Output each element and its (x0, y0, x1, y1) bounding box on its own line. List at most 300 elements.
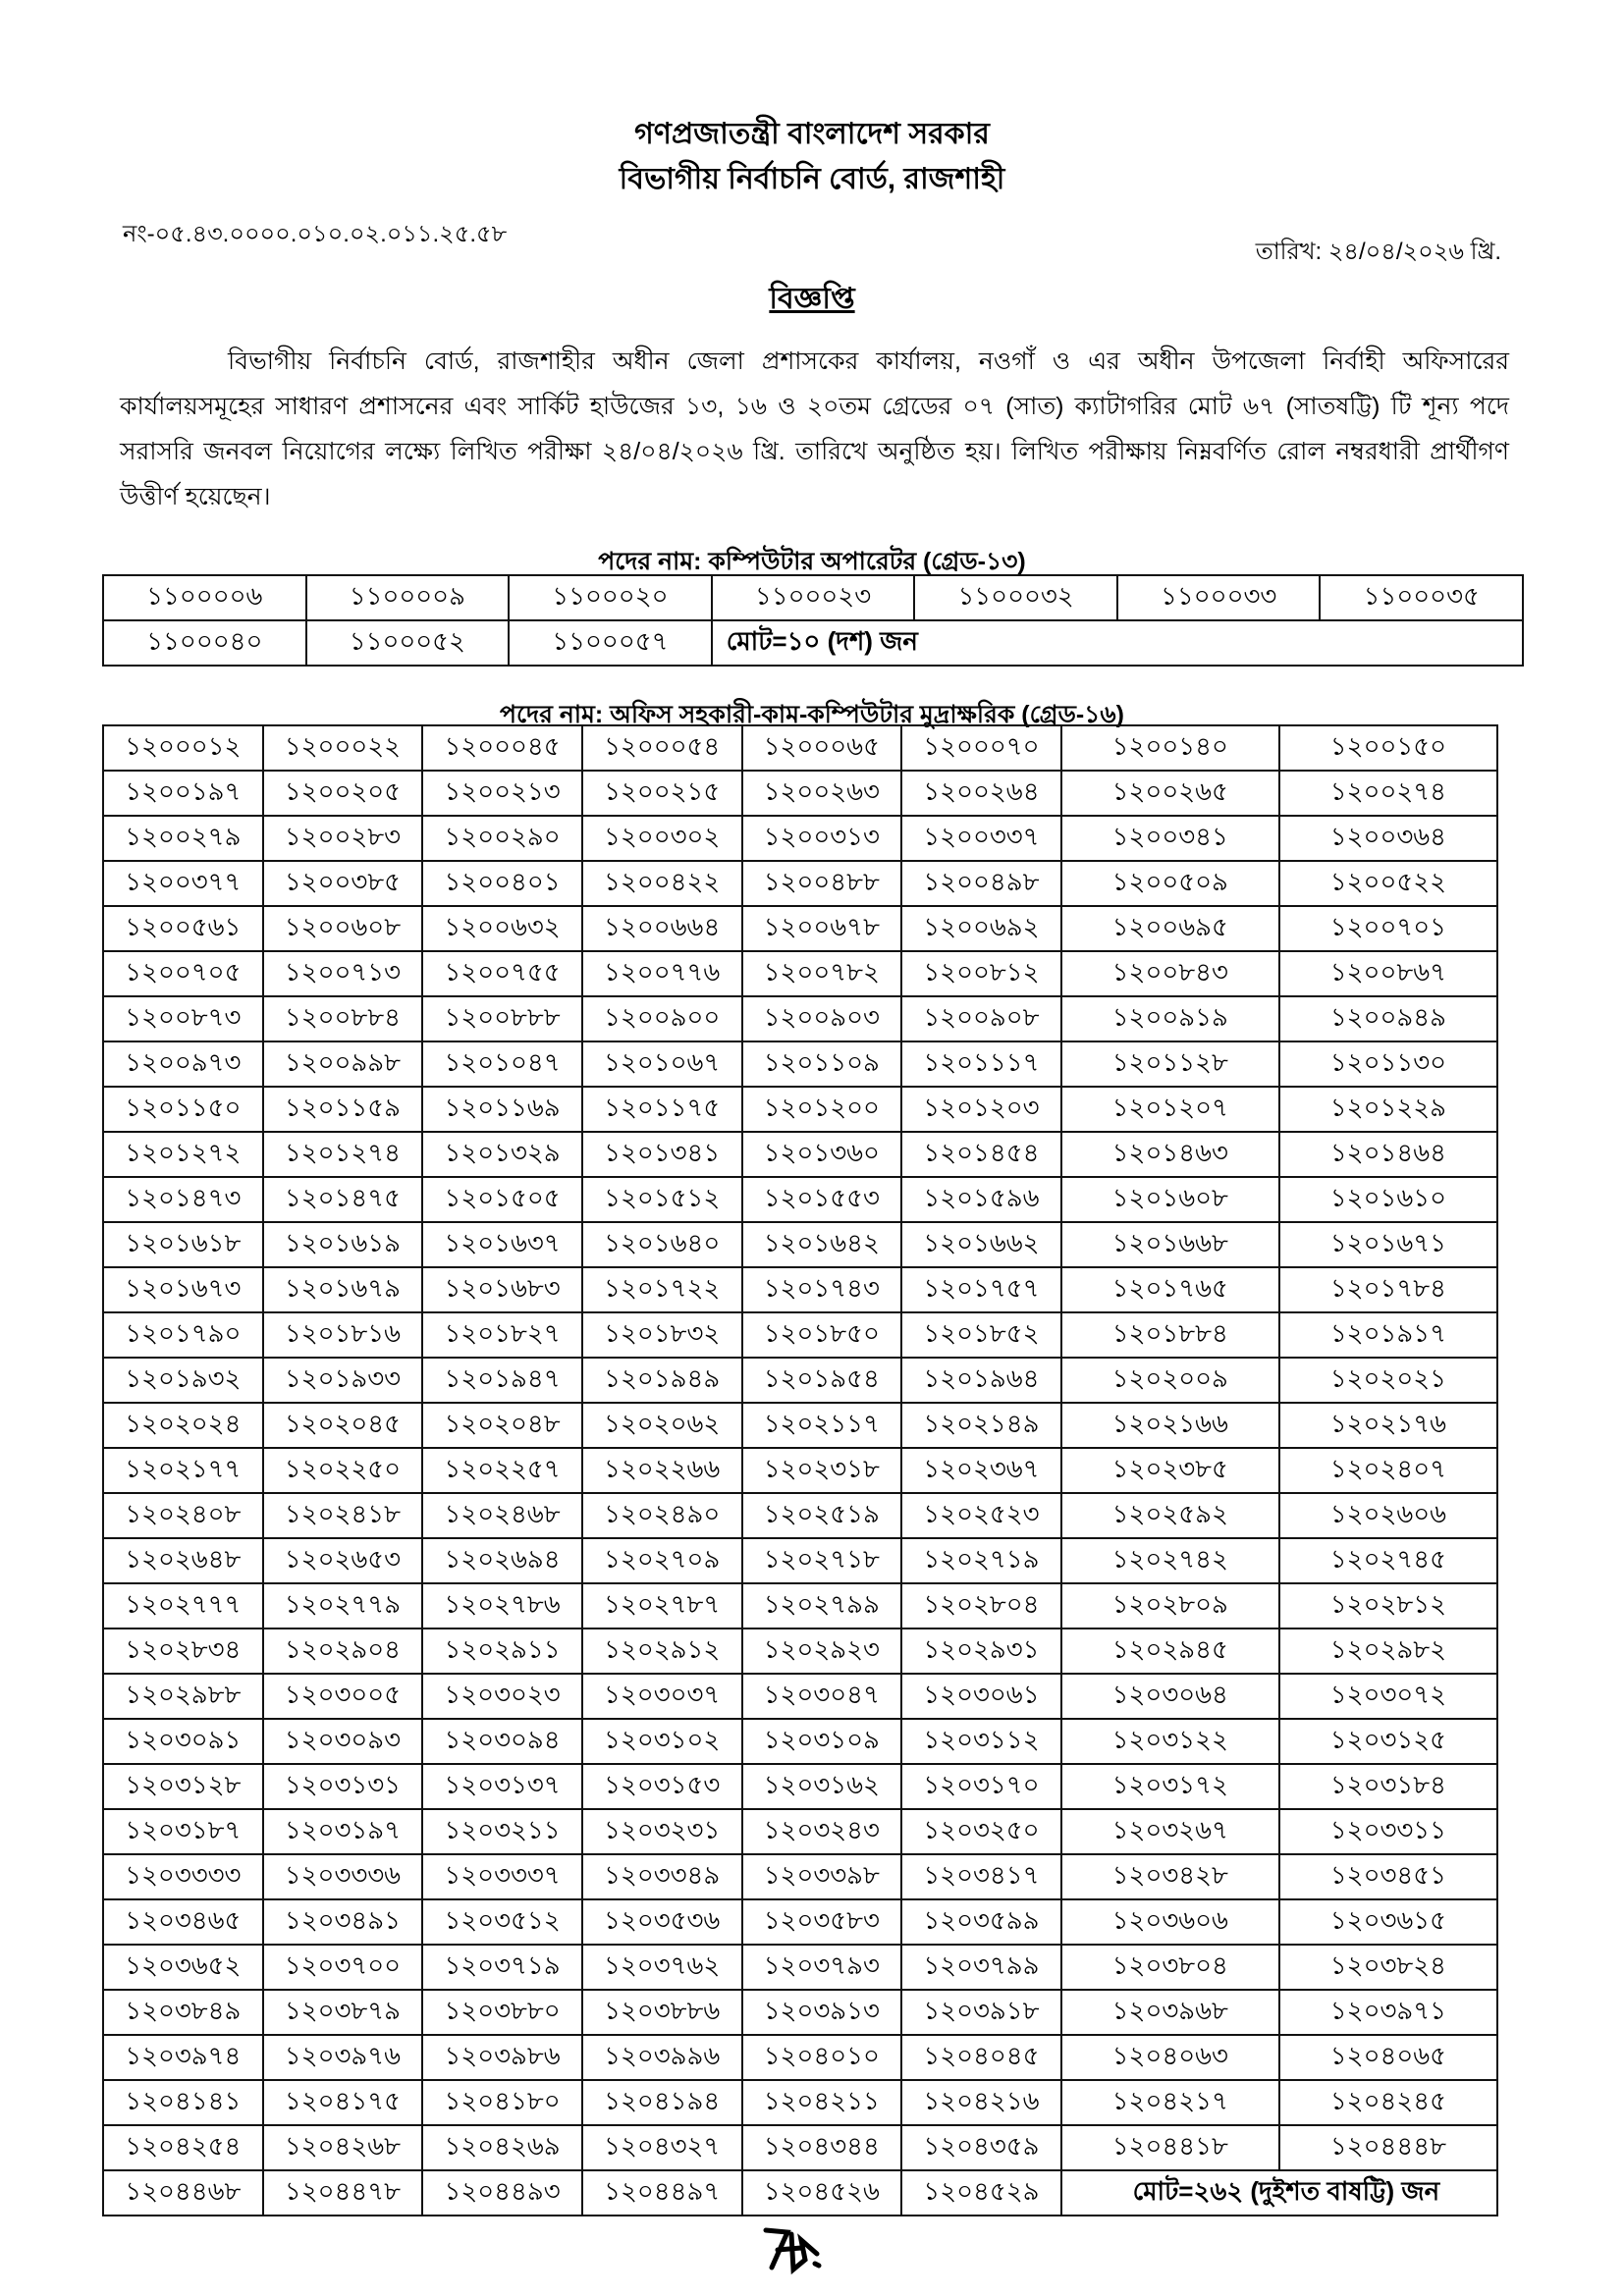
roll-number-cell: ১২০২৮১২ (1279, 1583, 1497, 1629)
roll-number-cell: ১২০০৯৪৯ (1279, 996, 1497, 1041)
roll-number-cell: ১২০৪২৪৫ (1279, 2080, 1497, 2125)
roll-number-cell: ১২০১৬১৯ (263, 1222, 423, 1267)
roll-number-cell: ১২০০০২২ (263, 725, 423, 771)
roll-number-cell: ১২০০২৭৯ (103, 816, 263, 861)
roll-number-cell: ১২০০৮৪৩ (1061, 951, 1279, 996)
roll-number-cell: ১২০৪৩৪৪ (742, 2125, 902, 2170)
roll-number-cell: ১২০৩১৮৭ (103, 1809, 263, 1854)
table-row (103, 1538, 1497, 1583)
roll-number-cell: ১২০৩৩৩৩ (103, 1854, 263, 1899)
roll-number-cell: ১১০০০৫২ (306, 620, 510, 666)
roll-number-cell: ১১০০০৪০ (103, 620, 306, 666)
roll-number-cell: ১২০৩৩৪৯ (582, 1854, 742, 1899)
roll-number-cell: ১২০৪০৪৫ (901, 2035, 1061, 2080)
roll-number-cell: ১২০১৬৪২ (742, 1222, 902, 1267)
roll-number-cell: ১২০২৩৮৫ (1061, 1448, 1279, 1493)
roll-number-cell: ১২০৩৪৬৫ (103, 1899, 263, 1945)
roll-number-cell: ১২০১৮২৭ (422, 1312, 582, 1358)
roll-number-cell: ১২০৩৩৩৬ (263, 1854, 423, 1899)
roll-number-cell: ১২০১১৫৯ (263, 1087, 423, 1132)
roll-number-cell: ১১০০০০৬ (103, 575, 306, 620)
roll-number-cell: ১২০৩২৬৭ (1061, 1809, 1279, 1854)
roll-number-cell: ১২০০৩০২ (582, 816, 742, 861)
table-row (103, 996, 1497, 1041)
notice-heading (0, 275, 1624, 325)
roll-number-cell: ১২০১২০৭ (1061, 1087, 1279, 1132)
roll-number-cell: ১২০০৯০৮ (901, 996, 1061, 1041)
table-row (103, 951, 1497, 996)
roll-number-cell: ১২০১১৫০ (103, 1087, 263, 1132)
roll-number-cell: ১২০১৪৭৫ (263, 1177, 423, 1222)
roll-number-cell: ১২০১৯৬৪ (901, 1358, 1061, 1403)
roll-number-cell: ১২০৩৭৬২ (582, 1945, 742, 1990)
roll-number-cell: ১২০০১৯৭ (103, 771, 263, 816)
roll-number-cell: ১২০১১০৯ (742, 1041, 902, 1087)
roll-number-cell: ১১০০০২০ (509, 575, 712, 620)
roll-number-cell: ১২০১৪৬৪ (1279, 1132, 1497, 1177)
roll-number-cell: ১২০০৮৮৪ (263, 996, 423, 1041)
roll-number-cell: ১২০৪৪১৮ (1061, 2125, 1279, 2170)
roll-number-cell: ১২০০২৬৪ (901, 771, 1061, 816)
roll-number-cell: ১২০১৯১৭ (1279, 1312, 1497, 1358)
roll-number-cell: ১২০৩৫৮৩ (742, 1899, 902, 1945)
roll-number-cell: ১২০২৩৬৭ (901, 1448, 1061, 1493)
roll-number-cell: ১২০০২১৫ (582, 771, 742, 816)
roll-number-cell: ১২০২৭৭৯ (263, 1583, 423, 1629)
roll-number-cell: ১২০৩৪১৭ (901, 1854, 1061, 1899)
roll-number-cell: ১২০৩০৬৪ (1061, 1674, 1279, 1719)
table-row (103, 1674, 1497, 1719)
roll-number-cell: ১২০১৬৪০ (582, 1222, 742, 1267)
roll-number-cell: ১২০২৯০৪ (263, 1629, 423, 1674)
roll-number-cell: ১২০১৪৫৪ (901, 1132, 1061, 1177)
roll-number-cell: ১২০২৯২৩ (742, 1629, 902, 1674)
notice-body: বিভাগীয় নির্বাচনি বোর্ড, রাজশাহীর অধীন জেলা প্রশাসকের কার্যালয়, নওগাঁ ও এর অধীন উপজেলা নির্বাহী অফিসারের কার্যালয়সমূহের সাধারণ প্রশাসনের এবং সার্কিট হাউজের ১৩, ১৬ ও ২০তম গ্রেডের ০৭ (সাত) ক্যাটাগরির মোট ৬৭ (সাতষট্টি) টি শূন্য পদে সরাসরি জনবল নিয়োগের লক্ষ্যে লিখিত পরীক্ষা ২৪/০৪/২০২৬ খ্রি. তারিখে অনুষ্ঠিত হয়। লিখিত পরীক্ষায় নিম্নবর্ণিত রোল নম্বরধারী প্রার্থীগণ উত্তীর্ণ হয়েছেন। (120, 347, 1509, 510)
roll-number-cell: ১২০৪৪৬৮ (103, 2170, 263, 2216)
roll-number-cell: ১২০৩১৫৩ (582, 1764, 742, 1809)
roll-number-cell: ১২০১৬১৮ (103, 1222, 263, 1267)
roll-number-cell: ১২০২১৭৬ (1279, 1403, 1497, 1448)
roll-number-cell: ১২০০৮৬৭ (1279, 951, 1497, 996)
roll-number-cell: ১২০৩৯১৩ (742, 1990, 902, 2035)
roll-number-cell: ১২০২০৪৫ (263, 1403, 423, 1448)
roll-number-cell: ১২০৪৪৯৭ (582, 2170, 742, 2216)
roll-number-cell: ১২০০৮৭৩ (103, 996, 263, 1041)
roll-number-cell: ১২০০৯১৯ (1061, 996, 1279, 1041)
roll-number-cell: ১২০৩৮০৪ (1061, 1945, 1279, 1990)
roll-number-cell: ১২০১৬৭৯ (263, 1267, 423, 1312)
roll-number-cell: ১২০৩৯৬৮ (1061, 1990, 1279, 2035)
table-row (103, 1899, 1497, 1945)
roll-number-cell: ১২০১১১৭ (901, 1041, 1061, 1087)
roll-number-cell: ১২০১২২৯ (1279, 1087, 1497, 1132)
table-row (103, 575, 1523, 620)
roll-number-cell: ১২০১৭৮৪ (1279, 1267, 1497, 1312)
roll-number-cell: ১১০০০৫৭ (509, 620, 712, 666)
notice-date: তারিখ: ২৪/০৪/২০২৬ খ্রি. (1255, 239, 1501, 265)
roll-number-cell: ১২০১৬৬২ (901, 1222, 1061, 1267)
roll-number-cell: ১২০৩১৭২ (1061, 1764, 1279, 1809)
roll-number-cell: ১২০১৭৬৫ (1061, 1267, 1279, 1312)
roll-number-cell: ১২০১৭৫৭ (901, 1267, 1061, 1312)
roll-number-cell: ১২০৩৫৩৬ (582, 1899, 742, 1945)
roll-number-cell: ১২০০১৫০ (1279, 725, 1497, 771)
roll-number-cell: ১২০৩২১১ (422, 1809, 582, 1854)
roll-number-cell: ১২০৩১২২ (1061, 1719, 1279, 1764)
roll-number-cell: ১২০২৯১২ (582, 1629, 742, 1674)
roll-number-cell: ১২০৩৯৯৬ (582, 2035, 742, 2080)
signature (758, 2220, 827, 2279)
roll-number-cell: ১২০২৩১৮ (742, 1448, 902, 1493)
table-row (103, 861, 1497, 906)
roll-number-cell: ১২০২৭৭৭ (103, 1583, 263, 1629)
roll-number-cell: ১২০৩৪৯১ (263, 1899, 423, 1945)
roll-number-cell: ১২০৩১৩৭ (422, 1764, 582, 1809)
roll-number-cell: ১২০০১৪০ (1061, 725, 1279, 771)
table-row (103, 1719, 1497, 1764)
roll-number-cell: ১২০০৭১৩ (263, 951, 423, 996)
table-row (103, 1041, 1497, 1087)
roll-number-cell: ১২০৩২৫০ (901, 1809, 1061, 1854)
roll-number-cell: ১২০১৮৩২ (582, 1312, 742, 1358)
table-row (103, 771, 1497, 816)
roll-number-cell: ১২০০২১৩ (422, 771, 582, 816)
roll-number-cell: ১২০২৭৮৬ (422, 1583, 582, 1629)
roll-number-cell: ১২০৪৫২৯ (901, 2170, 1061, 2216)
roll-number-cell: ১২০৩১১২ (901, 1719, 1061, 1764)
roll-number-cell: ১২০২৯১১ (422, 1629, 582, 1674)
roll-number-cell: ১২০২২৫৭ (422, 1448, 582, 1493)
roll-number-cell: ১২০১০৬৭ (582, 1041, 742, 1087)
roll-number-cell: ১২০৪০৬৫ (1279, 2035, 1497, 2080)
roll-number-cell: ১২০২৭৯৯ (742, 1583, 902, 1629)
table-row (103, 1990, 1497, 2035)
table-row (103, 620, 1523, 666)
table-row (103, 2170, 1497, 2216)
roll-number-cell: ১২০২৪৬৮ (422, 1493, 582, 1538)
roll-number-cell: ১২০১২৭৪ (263, 1132, 423, 1177)
roll-number-cell: ১২০৩৬১৫ (1279, 1899, 1497, 1945)
roll-number-cell: ১২০২৪০৮ (103, 1493, 263, 1538)
roll-number-cell: ১২০২৬৯৪ (422, 1538, 582, 1583)
table-row (103, 2035, 1497, 2080)
roll-number-cell: ১২০৩১৬২ (742, 1764, 902, 1809)
table-row (103, 1493, 1497, 1538)
roll-number-cell: ১২০১১৩০ (1279, 1041, 1497, 1087)
roll-number-cell: ১২০১৫১২ (582, 1177, 742, 1222)
roll-number-cell: ১২০০২৮৩ (263, 816, 423, 861)
roll-number-cell: ১২০৪২৫৪ (103, 2125, 263, 2170)
roll-number-cell: ১২০২৮০৪ (901, 1583, 1061, 1629)
roll-number-cell: ১২০৩০৯৪ (422, 1719, 582, 1764)
table-row (103, 1177, 1497, 1222)
roll-number-cell: ১২০৩৩৯৮ (742, 1854, 902, 1899)
roll-number-cell: ১২০১৪৬৩ (1061, 1132, 1279, 1177)
table-row (103, 816, 1497, 861)
roll-number-cell: ১২০১৯৪৭ (422, 1358, 582, 1403)
roll-number-cell: ১২০১৯৪৯ (582, 1358, 742, 1403)
roll-number-cell: ১২০১৮৫০ (742, 1312, 902, 1358)
roll-number-cell: ১২০৩৭০০ (263, 1945, 423, 1990)
total-count: মোট=২৬২ (দুইশত বাষট্টি) জন (1061, 2170, 1497, 2216)
table-row (103, 1764, 1497, 1809)
roll-number-cell: ১২০৩০৯১ (103, 1719, 263, 1764)
table-row (103, 1358, 1497, 1403)
roll-number-cell: ১২০২০২৪ (103, 1403, 263, 1448)
roll-number-cell: ১২০২০৬২ (582, 1403, 742, 1448)
roll-number-cell: ১২০৩৯৭৬ (263, 2035, 423, 2080)
roll-number-cell: ১২০৩০৩৭ (582, 1674, 742, 1719)
post1-title: পদের নাম: কম্পিউটার অপারেটর (গ্রেড-১৩) (598, 548, 1026, 575)
roll-number-cell: ১২০৩০৯৩ (263, 1719, 423, 1764)
roll-number-cell: ১২০০২৯০ (422, 816, 582, 861)
roll-number-cell: ১২০৪২১১ (742, 2080, 902, 2125)
roll-number-cell: ১২০৪২১৭ (1061, 2080, 1279, 2125)
roll-number-cell: ১২০৩২৩১ (582, 1809, 742, 1854)
reference-number: নং-০৫.৪৩.০০০০.০১০.০২.০১১.২৫.৫৮ (123, 221, 508, 247)
roll-number-cell: ১২০২৫১৯ (742, 1493, 902, 1538)
roll-number-cell: ১২০০৭০১ (1279, 906, 1497, 951)
roll-number-cell: ১২০০৬৯৫ (1061, 906, 1279, 951)
roll-number-cell: ১২০০৭৭৬ (582, 951, 742, 996)
roll-number-cell: ১২০৩১২৫ (1279, 1719, 1497, 1764)
table-row (103, 1945, 1497, 1990)
post2-title: পদের নাম: অফিস সহকারী-কাম-কম্পিউটার মুদ্রাক্ষরিক (গ্রেড-১৬) (500, 701, 1124, 728)
roll-number-cell: ১২০১৬৭১ (1279, 1222, 1497, 1267)
roll-number-cell: ১২০২৯৮২ (1279, 1629, 1497, 1674)
roll-number-cell: ১২০৪৫২৬ (742, 2170, 902, 2216)
roll-number-cell: ১২০১৮১৬ (263, 1312, 423, 1358)
roll-number-cell: ১১০০০৩৩ (1117, 575, 1321, 620)
roll-number-cell: ১২০৪০৬৩ (1061, 2035, 1279, 2080)
roll-number-cell: ১২০৩০৭২ (1279, 1674, 1497, 1719)
roll-number-cell: ১২০৩৯১৮ (901, 1990, 1061, 2035)
roll-number-cell: ১২০৪৪৪৮ (1279, 2125, 1497, 2170)
roll-number-cell: ১২০০৪৯৮ (901, 861, 1061, 906)
roll-number-cell: ১২০২১৪৯ (901, 1403, 1061, 1448)
roll-number-cell: ১২০৩১২৮ (103, 1764, 263, 1809)
roll-number-cell: ১২০৩৯৮৬ (422, 2035, 582, 2080)
table-row (103, 2080, 1497, 2125)
roll-number-cell: ১২০১২০৩ (901, 1087, 1061, 1132)
roll-number-cell: ১২০০৩৭৭ (103, 861, 263, 906)
roll-number-cell: ১২০০৬৬৪ (582, 906, 742, 951)
roll-number-cell: ১২০৩৫১২ (422, 1899, 582, 1945)
roll-number-cell: ১২০০৬৩২ (422, 906, 582, 951)
roll-number-cell: ১২০৪৩২৭ (582, 2125, 742, 2170)
roll-number-cell: ১২০০৭৫৫ (422, 951, 582, 996)
table-row (103, 1267, 1497, 1312)
roll-number-cell: ১২০২৪৯০ (582, 1493, 742, 1538)
roll-number-cell: ১২০২০৪৮ (422, 1403, 582, 1448)
roll-number-cell: ১২০৪০১০ (742, 2035, 902, 2080)
roll-number-cell: ১২০২২৫০ (263, 1448, 423, 1493)
roll-number-cell: ১২০৩০০৫ (263, 1674, 423, 1719)
roll-number-cell: ১২০২৪১৮ (263, 1493, 423, 1538)
roll-number-cell: ১২০২৫৯২ (1061, 1493, 1279, 1538)
roll-number-cell: ১২০৩৭৯৩ (742, 1945, 902, 1990)
roll-number-cell: ১২০০৭৮২ (742, 951, 902, 996)
roll-number-cell: ১১০০০২৩ (712, 575, 915, 620)
roll-number-cell: ১২০১৬৮৩ (422, 1267, 582, 1312)
roll-number-cell: ১২০১৬১০ (1279, 1177, 1497, 1222)
table-row (103, 1448, 1497, 1493)
roll-number-cell: ১২০১৪৭৩ (103, 1177, 263, 1222)
roll-number-cell: ১২০০০১২ (103, 725, 263, 771)
roll-number-cell: ১২০০৩৪১ (1061, 816, 1279, 861)
roll-number-cell: ১২০১৬৩৭ (422, 1222, 582, 1267)
table-row (103, 906, 1497, 951)
roll-number-cell: ১২০২৮৩৪ (103, 1629, 263, 1674)
roll-number-cell: ১১০০০৩২ (914, 575, 1117, 620)
roll-number-cell: ১২০০৮৮৮ (422, 996, 582, 1041)
roll-number-cell: ১২০০৩৩৭ (901, 816, 1061, 861)
roll-number-cell: ১২০৩৮২৪ (1279, 1945, 1497, 1990)
roll-number-cell: ১২০৩৮৮০ (422, 1990, 582, 2035)
roll-number-cell: ১২০২৫২৩ (901, 1493, 1061, 1538)
roll-number-cell: ১২০১৮৫২ (901, 1312, 1061, 1358)
board-title: বিভাগীয় নির্বাচনি বোর্ড, রাজশাহী (619, 163, 1005, 195)
roll-number-cell: ১২০১২৭২ (103, 1132, 263, 1177)
roll-number-cell: ১২০০২৬৫ (1061, 771, 1279, 816)
roll-number-cell: ১২০৪২১৬ (901, 2080, 1061, 2125)
government-title: গণপ্রজাতন্ত্রী বাংলাদেশ সরকার (634, 118, 990, 150)
roll-number-cell: ১২০১৭২২ (582, 1267, 742, 1312)
roll-number-cell: ১২০২১৭৭ (103, 1448, 263, 1493)
roll-number-cell: ১২০৩৩১১ (1279, 1809, 1497, 1854)
roll-number-cell: ১২০০৪৮৮ (742, 861, 902, 906)
roll-number-cell: ১২০২২৬৬ (582, 1448, 742, 1493)
table-row (103, 1087, 1497, 1132)
roll-number-cell: ১২০০৯৭৩ (103, 1041, 263, 1087)
roll-number-cell: ১২০২৮০৯ (1061, 1583, 1279, 1629)
table-row (103, 725, 1497, 771)
roll-number-cell: ১২০০৩৬৪ (1279, 816, 1497, 861)
roll-number-cell: ১২০২৭০৯ (582, 1538, 742, 1583)
roll-number-cell: ১২০৩৭১৯ (422, 1945, 582, 1990)
roll-number-cell: ১২০৪১৮০ (422, 2080, 582, 2125)
post1-roll-table (102, 574, 1524, 667)
post2-roll-table (102, 724, 1498, 2216)
roll-number-cell: ১২০০০৪৫ (422, 725, 582, 771)
table-row (103, 1583, 1497, 1629)
roll-number-cell: ১২০১৭৯০ (103, 1312, 263, 1358)
roll-number-cell: ১২০৩৬০৬ (1061, 1899, 1279, 1945)
roll-number-cell: ১২০২৯৮৮ (103, 1674, 263, 1719)
roll-number-cell: ১২০০০৭০ (901, 725, 1061, 771)
roll-number-cell: ১২০০৯০৩ (742, 996, 902, 1041)
roll-number-cell: ১২০২০০৯ (1061, 1358, 1279, 1403)
roll-number-cell: ১২০৩১৩১ (263, 1764, 423, 1809)
roll-number-cell: ১২০৩০২৩ (422, 1674, 582, 1719)
total-count: মোট=১০ (দশ) জন (712, 620, 1523, 666)
roll-number-cell: ১২০৪১৯৪ (582, 2080, 742, 2125)
table-row (103, 1132, 1497, 1177)
roll-number-cell: ১২০৩৮৮৬ (582, 1990, 742, 2035)
roll-number-cell: ১২০২৭৪২ (1061, 1538, 1279, 1583)
roll-number-cell: ১২০২১৬৬ (1061, 1403, 1279, 1448)
roll-number-cell: ১২০১৩২৯ (422, 1132, 582, 1177)
roll-number-cell: ১২০০৬০৮ (263, 906, 423, 951)
roll-number-cell: ১২০৪১৪১ (103, 2080, 263, 2125)
roll-number-cell: ১২০০৪০১ (422, 861, 582, 906)
roll-number-cell: ১২০৩৯৭১ (1279, 1990, 1497, 2035)
roll-number-cell: ১২০০৩১৩ (742, 816, 902, 861)
roll-number-cell: ১২০০২৬৩ (742, 771, 902, 816)
roll-number-cell: ১২০০৫০৯ (1061, 861, 1279, 906)
roll-number-cell: ১২০১৫৫৩ (742, 1177, 902, 1222)
roll-number-cell: ১২০০০৬৫ (742, 725, 902, 771)
roll-number-cell: ১২০১৬৭৩ (103, 1267, 263, 1312)
roll-number-cell: ১২০৩৩৩৭ (422, 1854, 582, 1899)
roll-number-cell: ১২০৩০৪৭ (742, 1674, 902, 1719)
roll-number-cell: ১২০০০৫৪ (582, 725, 742, 771)
roll-number-cell: ১২০০৩৮৫ (263, 861, 423, 906)
roll-number-cell: ১২০০৯৯৮ (263, 1041, 423, 1087)
roll-number-cell: ১২০৩১৮৪ (1279, 1764, 1497, 1809)
roll-number-cell: ১২০২৭১৮ (742, 1538, 902, 1583)
roll-number-cell: ১২০৩০৬১ (901, 1674, 1061, 1719)
roll-number-cell: ১২০০৯০০ (582, 996, 742, 1041)
roll-number-cell: ১২০০৪২২ (582, 861, 742, 906)
roll-number-cell: ১২০৩৫৯৯ (901, 1899, 1061, 1945)
roll-number-cell: ১২০৩৮৪৯ (103, 1990, 263, 2035)
roll-number-cell: ১২০৩১০২ (582, 1719, 742, 1764)
roll-number-cell: ১২০১৯৫৪ (742, 1358, 902, 1403)
roll-number-cell: ১২০২৬০৬ (1279, 1493, 1497, 1538)
roll-number-cell: ১২০১৩৪১ (582, 1132, 742, 1177)
roll-number-cell: ১২০৩৭৯৯ (901, 1945, 1061, 1990)
roll-number-cell: ১২০৩৪৫১ (1279, 1854, 1497, 1899)
roll-number-cell: ১২০৩৮৭৯ (263, 1990, 423, 2035)
roll-number-cell: ১২০১৬৬৮ (1061, 1222, 1279, 1267)
roll-number-cell: ১২০১১২৮ (1061, 1041, 1279, 1087)
roll-number-cell: ১২০২৪০৭ (1279, 1448, 1497, 1493)
roll-number-cell: ১২০১২০০ (742, 1087, 902, 1132)
roll-number-cell: ১২০০৬৯২ (901, 906, 1061, 951)
table-row (103, 2125, 1497, 2170)
roll-number-cell: ১২০২৬৪৮ (103, 1538, 263, 1583)
table-row (103, 1854, 1497, 1899)
roll-number-cell: ১২০২৯৪৫ (1061, 1629, 1279, 1674)
roll-number-cell: ১২০৪৪৭৮ (263, 2170, 423, 2216)
roll-number-cell: ১২০৪৪৯৩ (422, 2170, 582, 2216)
roll-number-cell: ১২০২৭৮৭ (582, 1583, 742, 1629)
roll-number-cell: ১২০১১৭৫ (582, 1087, 742, 1132)
roll-number-cell: ১২০৪২৬৮ (263, 2125, 423, 2170)
roll-number-cell: ১২০১৫৯৬ (901, 1177, 1061, 1222)
roll-number-cell: ১২০৪১৭৫ (263, 2080, 423, 2125)
table-row (103, 1629, 1497, 1674)
roll-number-cell: ১২০৩৪২৮ (1061, 1854, 1279, 1899)
roll-number-cell: ১২০০৫২২ (1279, 861, 1497, 906)
roll-number-cell: ১২০২৭১৯ (901, 1538, 1061, 1583)
roll-number-cell: ১২০১৯৩৩ (263, 1358, 423, 1403)
roll-number-cell: ১২০১৬০৮ (1061, 1177, 1279, 1222)
roll-number-cell: ১২০১১৬৯ (422, 1087, 582, 1132)
roll-number-cell: ১২০২১১৭ (742, 1403, 902, 1448)
roll-number-cell: ১২০৩৯৭৪ (103, 2035, 263, 2080)
roll-number-cell: ১২০০৮১২ (901, 951, 1061, 996)
roll-number-cell: ১২০৩৬৫২ (103, 1945, 263, 1990)
roll-number-cell: ১২০৪২৬৯ (422, 2125, 582, 2170)
roll-number-cell: ১২০৩২৪৩ (742, 1809, 902, 1854)
roll-number-cell: ১২০১০৪৭ (422, 1041, 582, 1087)
table-row (103, 1403, 1497, 1448)
roll-number-cell: ১২০২০২১ (1279, 1358, 1497, 1403)
table-row (103, 1809, 1497, 1854)
roll-number-cell: ১২০১৮৮৪ (1061, 1312, 1279, 1358)
